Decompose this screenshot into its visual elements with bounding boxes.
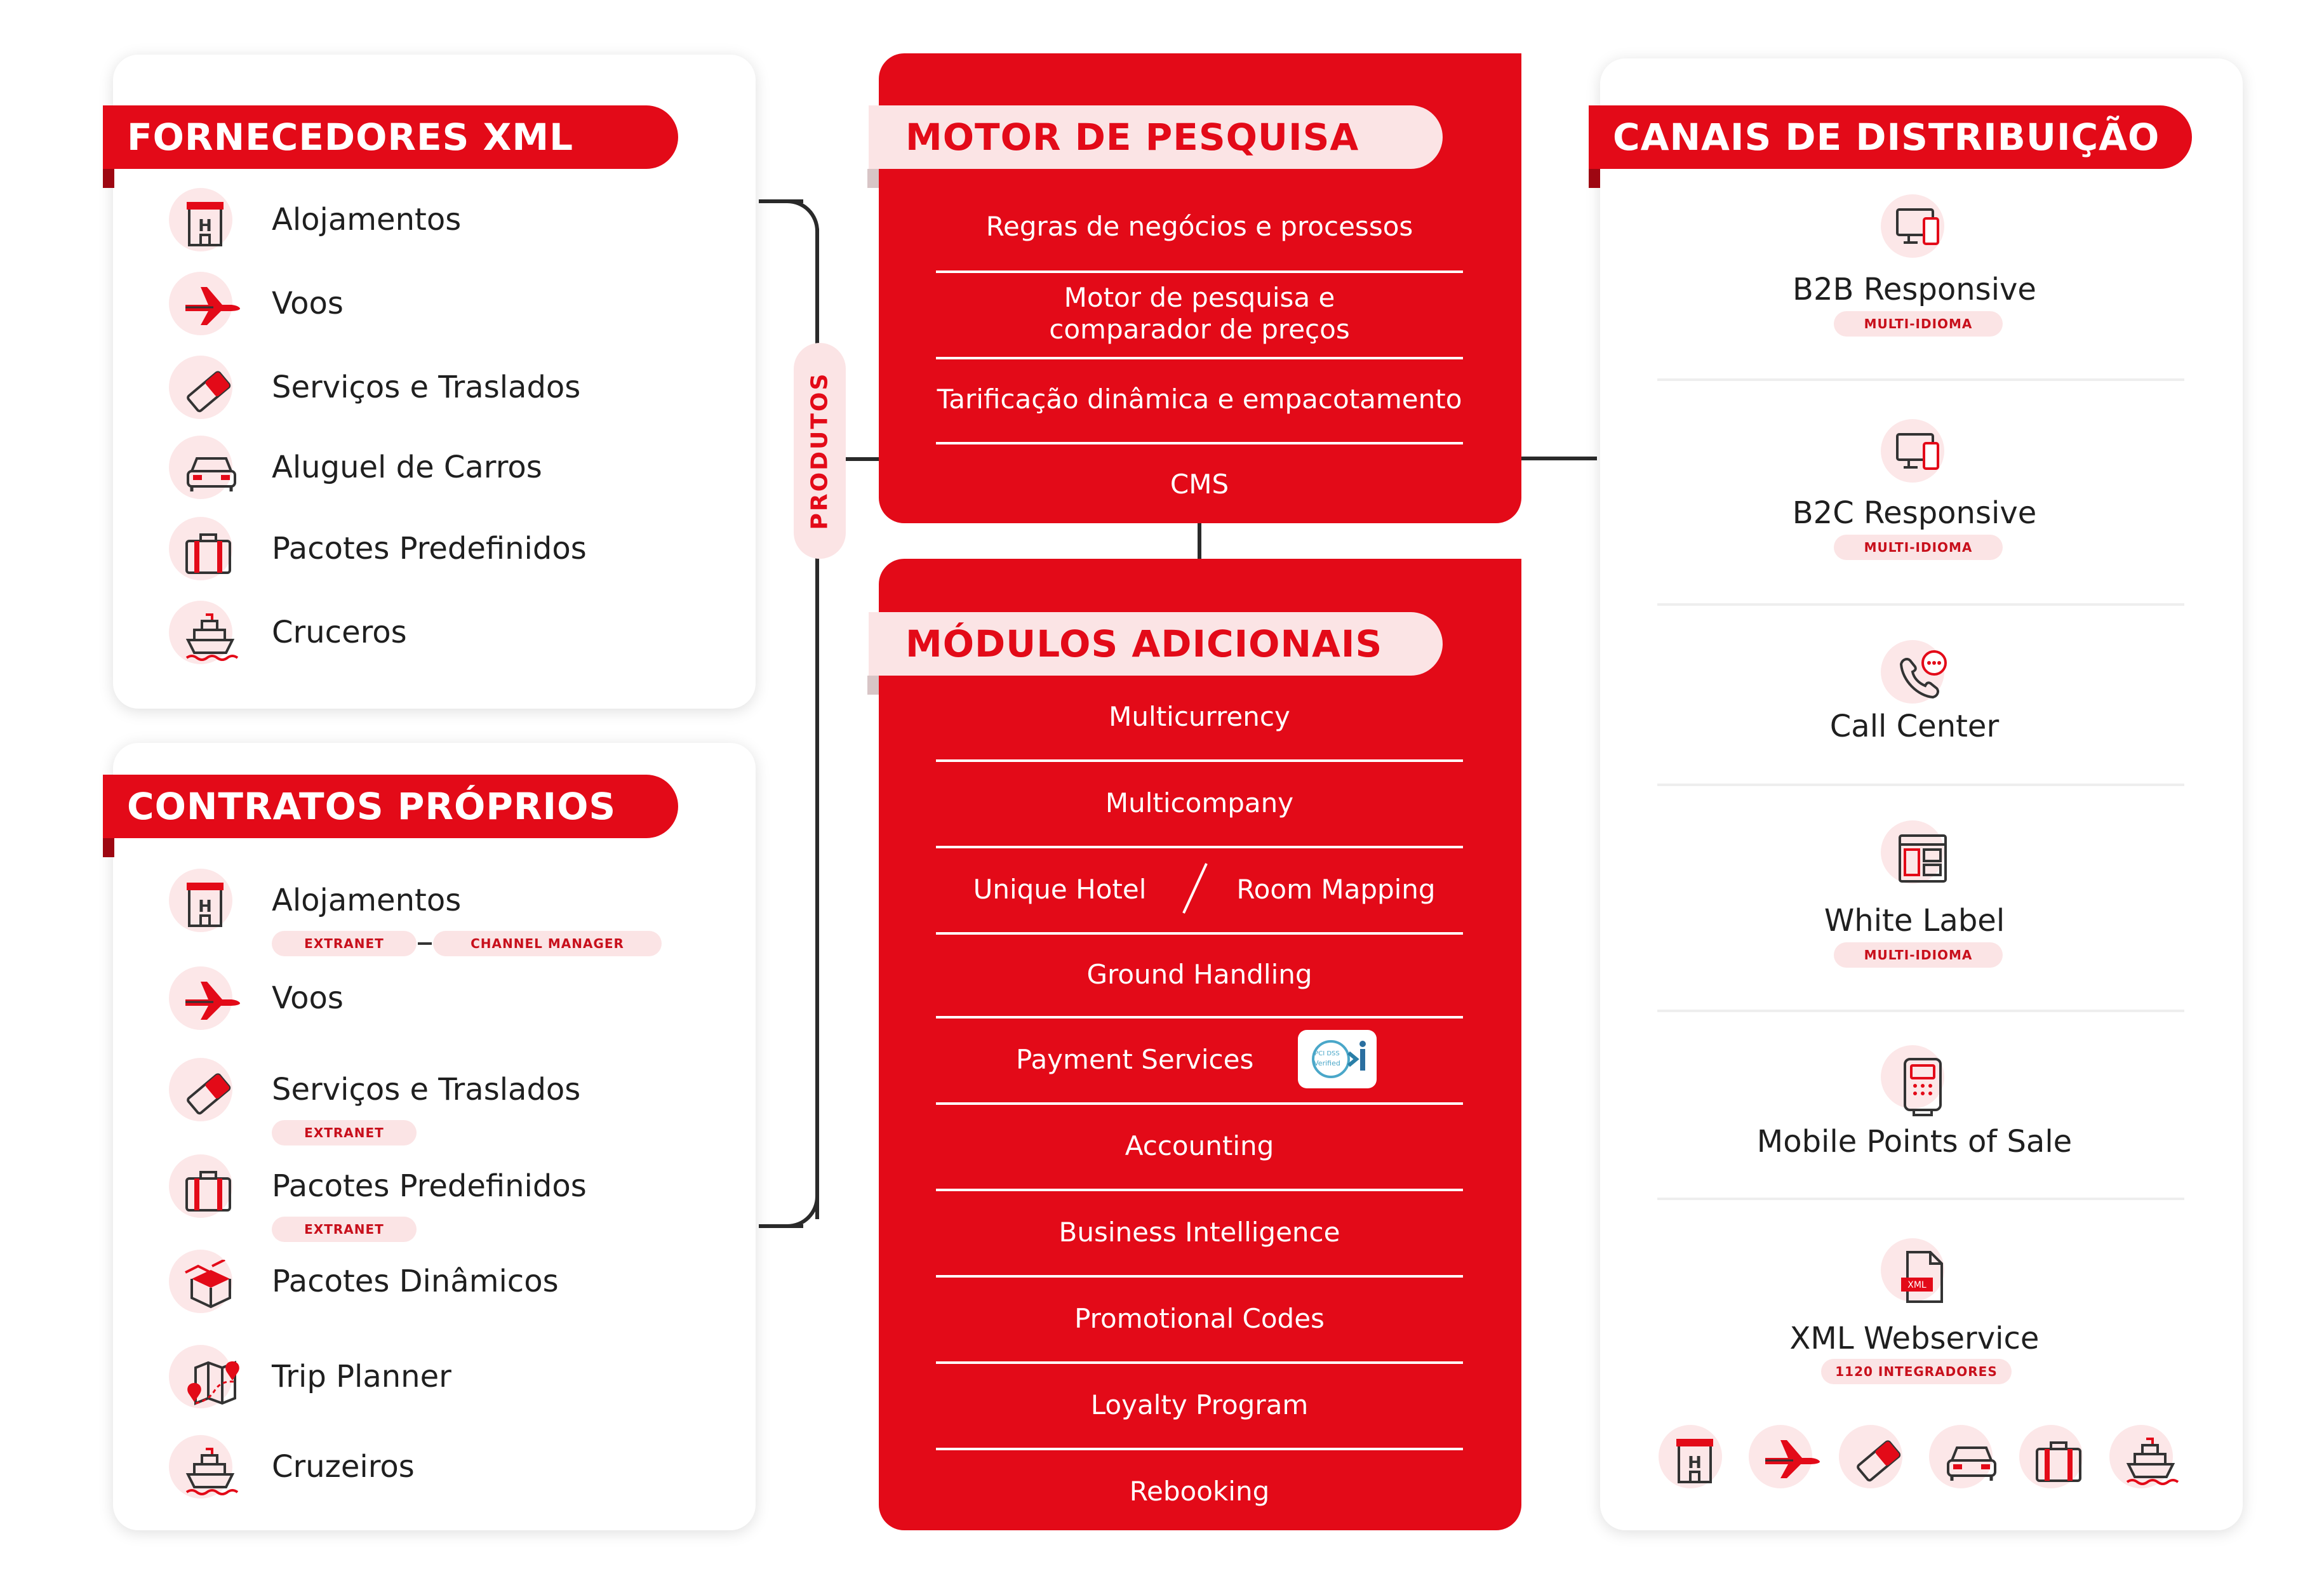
layout-icon (1881, 820, 1951, 890)
motor-row-rules: Regras de negócios e processos (985, 211, 1413, 242)
canais-title: CANAIS DE DISTRIBUIÇÃO (1589, 105, 2192, 169)
item-tag: EXTRANET (272, 1217, 417, 1242)
divider (936, 1016, 1463, 1018)
devices-icon (1881, 419, 1951, 489)
canais-whitelabel-tag: MULTI-IDIOMA (1834, 942, 2003, 968)
divider (1657, 378, 2184, 381)
divider (1657, 1198, 2184, 1200)
xml-badge-text: XML (1907, 1280, 1927, 1290)
canais-b2c-tag: MULTI-IDIOMA (1834, 535, 2003, 560)
item-label: Cruzeiros (272, 1449, 415, 1485)
ship-icon (169, 1435, 239, 1505)
plane-icon (169, 272, 239, 342)
fornecedores-title: FORNECEDORES XML (103, 105, 678, 169)
modulos-row-business-intelligence: Business Intelligence (1058, 1217, 1340, 1248)
item-tag: EXTRANET (272, 931, 417, 956)
banner-tail (867, 676, 879, 695)
canais-whitelabel-label: White Label (1824, 903, 2005, 938)
ticket-icon (1839, 1425, 1909, 1495)
item-label: Pacotes Predefinidos (272, 1168, 587, 1204)
motor-row-search-1: Motor de pesquisa e (1064, 282, 1335, 313)
divider (936, 270, 1463, 273)
plane-icon (169, 966, 239, 1036)
modulos-row-rebooking: Rebooking (1129, 1476, 1270, 1507)
connector-top-curve (781, 199, 819, 237)
xml-file-icon (1881, 1238, 1951, 1308)
item-label: Alojamentos (272, 883, 462, 918)
item-label: Serviços e Traslados (272, 1072, 581, 1107)
item-label: Aluguel de Carros (272, 450, 542, 485)
divider (936, 1361, 1463, 1364)
canais-b2b-tag: MULTI-IDIOMA (1834, 311, 2003, 337)
pci-dss-badge (1298, 1030, 1377, 1088)
item-label: Voos (272, 286, 344, 321)
item-tag: CHANNEL MANAGER (433, 931, 662, 956)
modulos-row-multicompany: Multicompany (1105, 787, 1294, 818)
item-label: Pacotes Dinâmicos (272, 1264, 559, 1299)
canais-xml-tag: 1120 INTEGRADORES (1821, 1359, 2012, 1384)
banner-tail (867, 169, 879, 188)
item-tag: EXTRANET (272, 1120, 417, 1145)
plane-icon (1749, 1425, 1819, 1495)
pci-badge-top: PCI DSS (1314, 1050, 1340, 1057)
connector-to-canais (1521, 457, 1597, 460)
modulos-title: MÓDULOS ADICIONAIS (869, 612, 1443, 676)
motor-row-pricing: Tarificação dinâmica e empacotamento (937, 384, 1462, 415)
canais-b2b-label: B2B Responsive (1793, 272, 2036, 307)
box-icon (169, 1250, 239, 1319)
modulos-row-accounting: Accounting (1125, 1130, 1274, 1161)
suitcase-icon (2019, 1425, 2089, 1495)
divider (936, 442, 1463, 444)
map-pin-icon (169, 1345, 239, 1415)
car-icon (1929, 1425, 1999, 1495)
canais-callcenter-label: Call Center (1829, 709, 2000, 744)
connector-bottom-horizontal (759, 1224, 803, 1228)
motor-row-search-2: comparador de preços (1049, 314, 1350, 345)
item-label: Trip Planner (272, 1359, 451, 1394)
hotel-icon (1659, 1425, 1728, 1495)
modulos-row-ground-handling: Ground Handling (1086, 959, 1312, 990)
pci-badge-bottom: Verified (1314, 1059, 1340, 1067)
modulos-row-loyalty-program: Loyalty Program (1090, 1389, 1309, 1420)
produtos-pill (794, 343, 846, 559)
banner-tail (1589, 169, 1600, 188)
canais-mpos-label: Mobile Points of Sale (1756, 1124, 2073, 1159)
divider (1657, 603, 2184, 606)
divider (936, 1102, 1463, 1105)
divider (1657, 784, 2184, 786)
connector-bottom-curve (781, 1190, 819, 1228)
hotel-icon (169, 869, 239, 938)
connector-motor-modulos (1198, 521, 1201, 559)
tag-connector (418, 942, 432, 945)
canais-xml-label: XML Webservice (1789, 1321, 2040, 1356)
divider (936, 1275, 1463, 1278)
item-label: Serviços e Traslados (272, 370, 581, 405)
divider (936, 846, 1463, 848)
motor-row-cms: CMS (1170, 469, 1229, 500)
contratos-title: CONTRATOS PRÓPRIOS (103, 775, 678, 838)
divider (936, 1189, 1463, 1191)
ticket-icon (169, 1058, 239, 1128)
pos-terminal-icon (1881, 1045, 1951, 1115)
svg-text:H: H (198, 217, 212, 236)
modulos-row-room-mapping: Room Mapping (1236, 874, 1436, 905)
slash-separator (1176, 861, 1214, 916)
canais-b2c-label: B2C Responsive (1792, 495, 2037, 531)
motor-title: MOTOR DE PESQUISA (869, 105, 1443, 169)
svg-text:H: H (1688, 1453, 1702, 1472)
devices-icon (1881, 194, 1951, 264)
ship-icon (169, 601, 239, 671)
item-label: Cruceros (272, 615, 407, 650)
divider (936, 1448, 1463, 1450)
car-icon (169, 436, 239, 505)
divider (936, 932, 1463, 935)
modulos-row-promotional-codes: Promotional Codes (1074, 1303, 1325, 1334)
svg-text:H: H (198, 897, 212, 916)
divider (936, 357, 1463, 359)
phone-chat-icon (1881, 640, 1951, 710)
ship-icon (2109, 1425, 2179, 1495)
modulos-row-unique-hotel: Unique Hotel (973, 874, 1147, 905)
suitcase-icon (169, 517, 239, 587)
produtos-label: PRODUTOS (806, 371, 833, 530)
divider (936, 759, 1463, 762)
banner-tail (103, 169, 114, 188)
item-label: Pacotes Predefinidos (272, 531, 587, 566)
item-label: Alojamentos (272, 202, 462, 237)
modulos-row-multicurrency: Multicurrency (1109, 701, 1290, 732)
ticket-icon (169, 356, 239, 425)
item-label: Voos (272, 980, 344, 1016)
divider (1657, 1010, 2184, 1012)
modulos-row-payment-services: Payment Services (1016, 1044, 1254, 1075)
hotel-icon (169, 188, 239, 258)
banner-tail (103, 838, 114, 857)
suitcase-icon (169, 1154, 239, 1224)
